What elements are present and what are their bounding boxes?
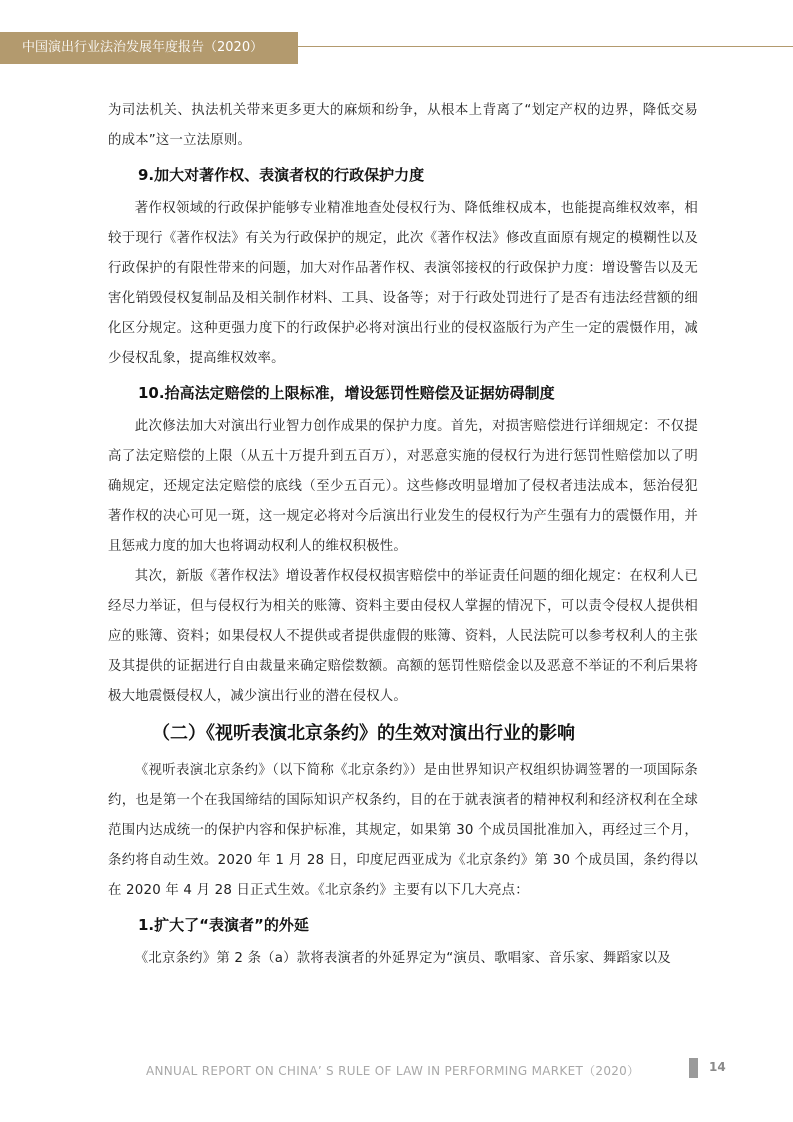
subheading-9: 9.加大对著作权、表演者权的行政保护力度 (138, 166, 425, 184)
header-title: 中国演出行业法治发展年度报告（2020） (22, 40, 264, 55)
paragraph-9: 著作权领域的行政保护能够专业精准地查处侵权行为、降低维权成本，也能提高维权效率，相较于现行《著作权法》有关为行政保护的规定，此次《著作权法》修改直面原有规定的模糊性以及行政保护的有限性带来的问题，加大对作品著作权、表演邻接权的行政保护力度：增设警告以及无害化销毁侵权复制品及相关制作材料、工具、设备等；对于行政处罚进行了是否有违法经营额的细化区分规定。这种更强力度下的行政保护必将对演出行业的侵权盗版行为产生一定的震慑作用，减少侵权乱象，提高维权效率。 (108, 201, 698, 366)
paragraph-1: 《北京条约》第 2 条（a）款将表演者的外延界定为“演员、歌唱家、音乐家、舞蹈家以及 (134, 951, 671, 966)
page-number: 14 (709, 1060, 726, 1074)
section-heading-2: （二）《视听表演北京条约》的生效对演出行业的影响 (152, 723, 575, 744)
subheading-1: 1.扩大了“表演者”的外延 (138, 916, 309, 934)
paragraph-10a: 此次修法加大对演出行业智力创作成果的保护力度。首先，对损害赔偿进行详细规定：不仅提高了法定赔偿的上限（从五十万提升到五百万），对恶意实施的侵权行为进行惩罚性赔偿加以了明确规定，还规定法定赔偿的底线（至少五百元）。这些修改明显增加了侵权者违法成本，惩治侵犯著作权的决心可见一斑，这一规定必将对今后演出行业发生的侵权行为产生强有力的震慑作用，并且惩戒力度的加大也将调动权利人的维权积极性。 (108, 419, 698, 554)
subheading-10: 10.抬高法定赔偿的上限标准，增设惩罚性赔偿及证据妨碍制度 (138, 384, 555, 402)
paragraph-section2: 《视听表演北京条约》（以下简称《北京条约》）是由世界知识产权组织协调签署的一项国际条约，也是第一个在我国缔结的国际知识产权条约，目的在于就表演者的精神权利和经济权利在全球范围内达成统一的保护内容和保护标准，其规定，如果第 30 个成员国批准加入，再经过三个月，条约将自动生效。2020 年 1 月 28 日，印度尼西亚成为《北京条约》第 30 个成员国，条约得以在 2020 年 4 月 28 日正式生效。《北京条约》主要有以下几大亮点： (108, 763, 698, 898)
document-body (108, 96, 698, 974)
paragraph-intro: 为司法机关、执法机关带来更多更大的麻烦和纷争，从根本上背离了“划定产权的边界，降低交易的成本”这一立法原则。 (108, 103, 698, 148)
header-rule (298, 46, 793, 47)
paragraph-10b: 其次，新版《著作权法》增设著作权侵权损害赔偿中的举证责任问题的细化规定：在权利人已经尽力举证，但与侵权行为相关的账簿、资料主要由侵权人掌握的情况下，可以责令侵权人提供相应的账簿、资料；如果侵权人不提供或者提供虚假的账簿、资料，人民法院可以参考权利人的主张及其提供的证据进行自由裁量来确定赔偿数额。高额的惩罚性赔偿金以及恶意不举证的不利后果将极大地震慑侵权人，减少演出行业的潜在侵权人。 (108, 569, 698, 704)
footer-page-marker (689, 1058, 698, 1078)
header-band (0, 32, 298, 64)
footer-report-title: ANNUAL REPORT ON CHINA’ S RULE OF LAW IN PERFORMING MARKET（2020） (146, 1064, 640, 1078)
